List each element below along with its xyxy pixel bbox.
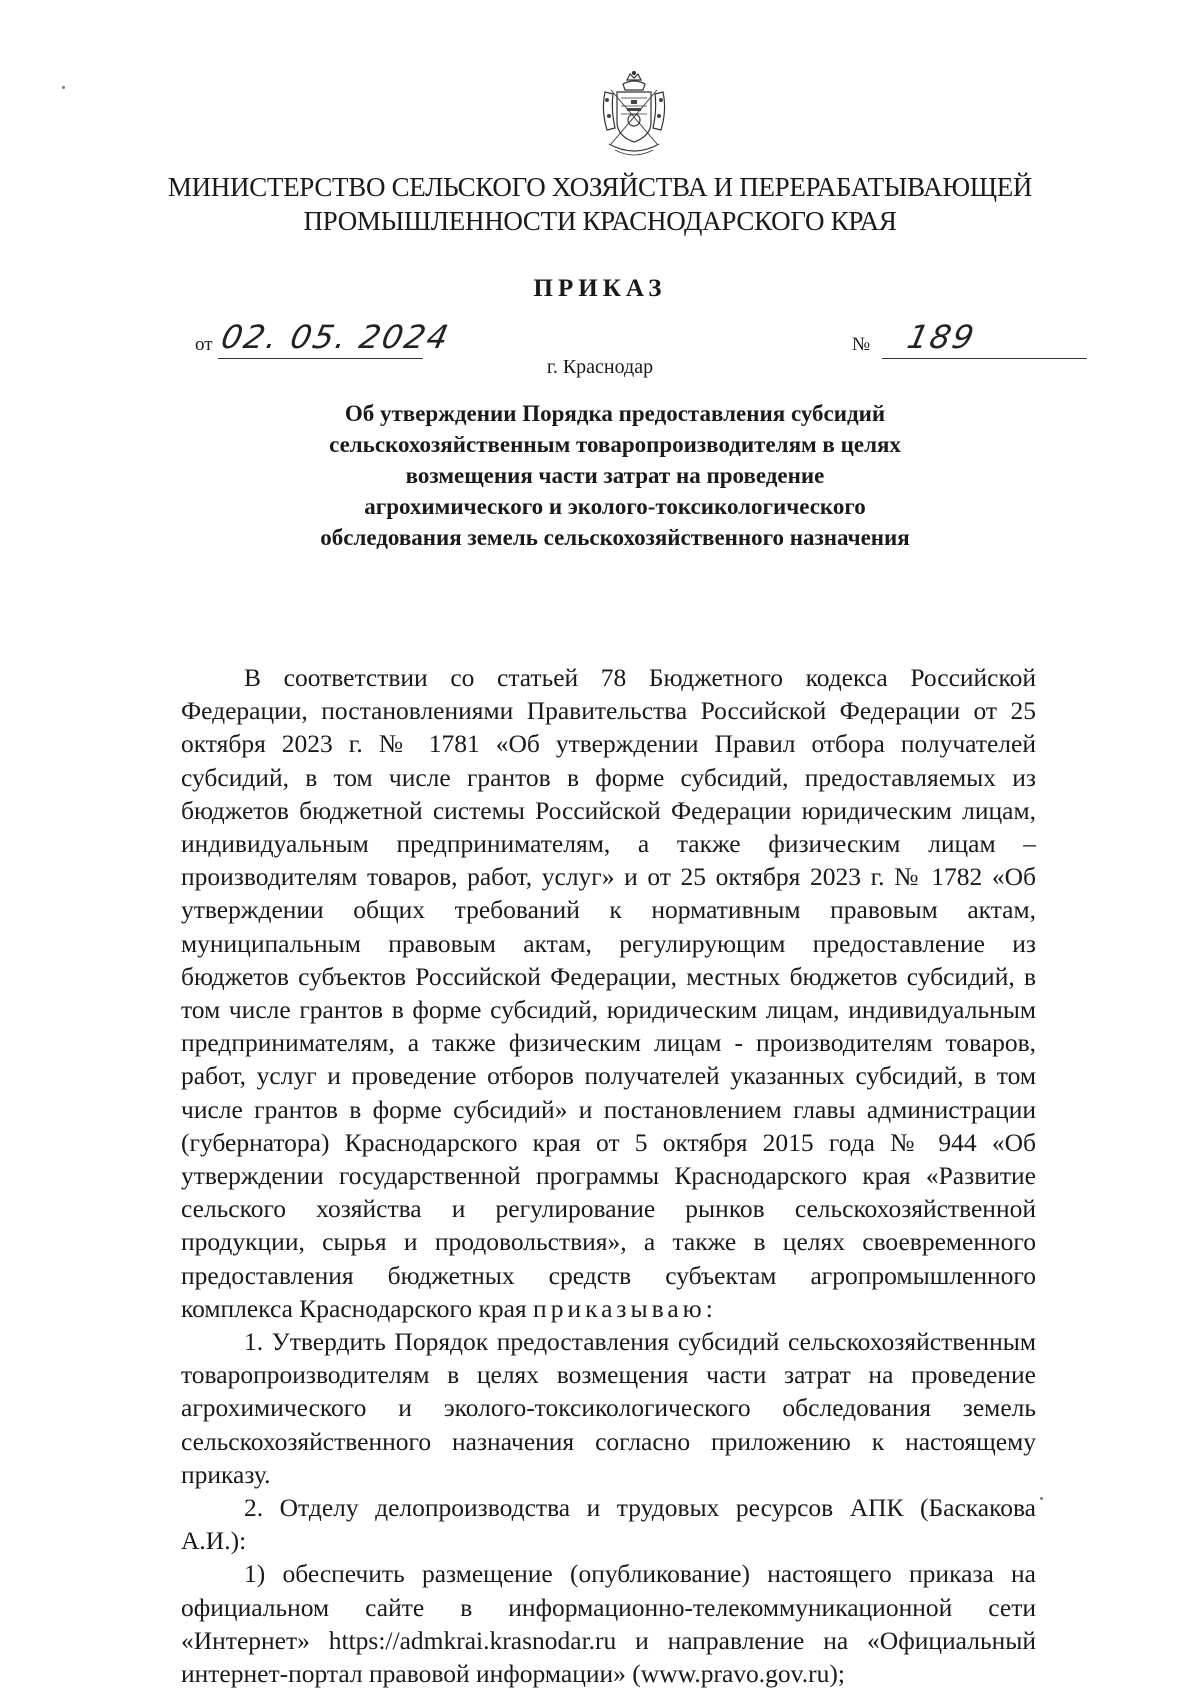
title-line: обследования земель сельскохозяйственного назначения — [320, 525, 910, 550]
city: г. Краснодар — [546, 356, 654, 378]
document-type: ПРИКАЗ — [533, 275, 667, 302]
preamble-paragraph — [181, 661, 1036, 1325]
title-line: агрохимического и эколого-токсикологического — [364, 494, 866, 519]
scan-speck — [62, 86, 65, 89]
title-line: сельскохозяйственным товаропроизводителям в целях — [329, 432, 901, 457]
handwritten-number: 189 — [903, 318, 980, 356]
title-line: Об утверждении Порядка предоставления субсидий — [344, 401, 886, 426]
preamble-text: В соответствии со статьей 78 Бюджетного кодекса Российской Федерации, постановлениями Правительства Российской Федерации от 25 октября 2023 г. № 1781 «Об утверждении Правил отбора получателей субсидий, в том числе грантов в форме субсидий, предоставляемых из бюджетов бюджетной системы Российской Федерации юридическим лицам, индивидуальным предпринимателям, а также физическим лицам – производителям товаров, работ, услуг» и от 25 октября 2023 г. № 1782 «Об утверждении общих требований к нормативным правовым актам, муниципальным правовым актам, регулирующим предоставление из бюджетов субъектов Российской Федерации, местных бюджетов субсидий, в том числе грантов в форме субсидий, юридическим лицам, индивидуальным предпринимателям, а также физическим лицам - производителям товаров, работ, услуг и проведение отборов получателей указанных субсидий, в том числе грантов в форме субсидий» и постановлением главы администрации (губернатора) Краснодарского края от 5 октября 2015 года № 944 «Об утверждении государственной программы Краснодарского края «Развитие сельского хозяйства и регулирование рынков сельскохозяйственной продукции, сырья и продовольствия», а также в целях своевременного предоставления бюджетных средств субъектам агропромышленного комплекса Краснодарского края — [181, 663, 1036, 1323]
order-word: приказываю: — [533, 1293, 717, 1323]
date-prefix: от — [195, 334, 213, 355]
handwritten-date: 02. 05. 2024 — [217, 318, 454, 356]
item-1-paragraph: 1. Утвердить Порядок предоставления субсидий сельскохозяйственным товаропроизводителям в целях возмещения части затрат на проведение агрохимического и эколого-токсикологического обследования земель сельскохозяйственного назначения согласно приложению к настоящему приказу. — [181, 1327, 1036, 1489]
ministry-name — [140, 170, 1060, 238]
item-2-1-paragraph: 1) обеспечить размещение (опубликование) настоящего приказа на официальном сайте в информационно-телекоммуникационной сети «Интернет» https://admkrai.krasnodar.ru и направление на «Официальный интернет-портал правовой информации» (www.pravo.gov.ru); — [181, 1559, 1036, 1689]
coat-of-arms-emblem — [597, 70, 671, 160]
item-2-paragraph: 2. Отделу делопроизводства и трудовых ресурсов АПК (Баскакова А.И.): — [181, 1493, 1036, 1556]
title-line: возмещения части затрат на проведение — [405, 463, 825, 488]
document-body — [181, 661, 1036, 1690]
document-title — [200, 398, 1030, 553]
ministry-line-2: ПРОМЫШЛЕННОСТИ КРАСНОДАРСКОГО КРАЯ — [303, 206, 897, 236]
scan-speck — [1040, 1497, 1043, 1500]
number-prefix: № — [852, 334, 871, 355]
ministry-line-1: МИНИСТЕРСТВО СЕЛЬСКОГО ХОЗЯЙСТВА И ПЕРЕРАБАТЫВАЮЩЕЙ — [167, 172, 1033, 202]
